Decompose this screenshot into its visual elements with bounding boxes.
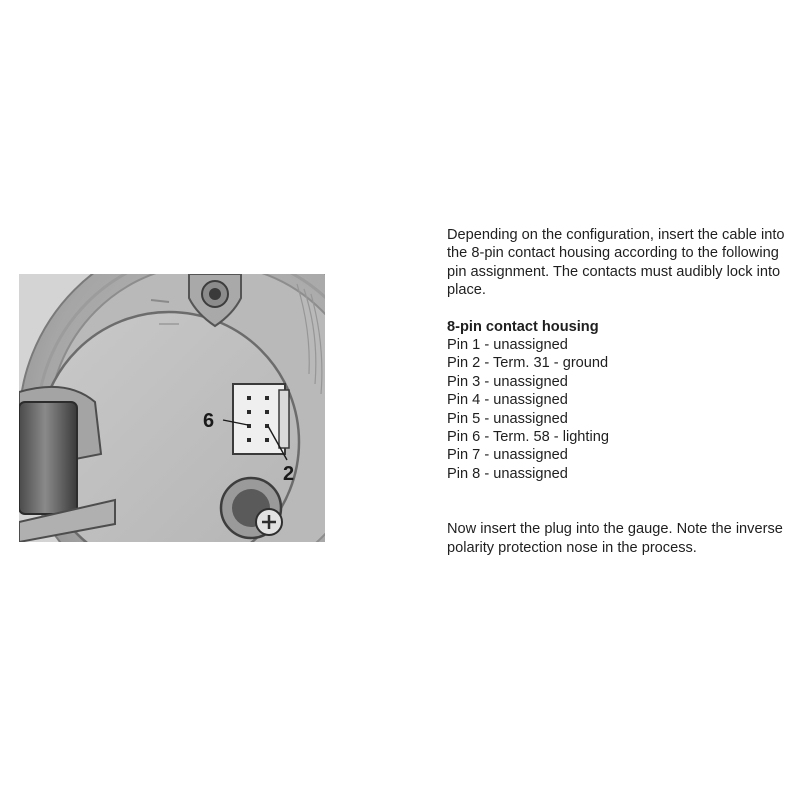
intro-paragraph: Depending on the configuration, insert the cable into the 8-pin contact housing according to the following pin assignment. The contacts must audibly lock into place.: [447, 227, 785, 299]
instructions-text: [447, 226, 792, 557]
list-item: Pin 7 - unassigned: [447, 447, 568, 464]
list-item: Pin 1 - unassigned: [447, 337, 568, 354]
cable-post: [19, 402, 77, 514]
list-item: Pin 4 - unassigned: [447, 392, 568, 409]
list-item: Pin 2 - Term. 31 - ground: [447, 355, 609, 372]
list-item: Pin 8 - unassigned: [447, 465, 568, 482]
list-item: Pin 5 - unassigned: [447, 410, 568, 427]
contact-housing-8pin: [233, 384, 289, 454]
callout-pin-2: 2: [283, 463, 295, 485]
list-item: Pin 3 - unassigned: [447, 373, 568, 390]
list-item: Pin 6 - Term. 58 - lighting: [447, 429, 609, 446]
pin-assignment-heading: 8-pin contact housing: [447, 318, 599, 335]
gauge-back-photo: [19, 274, 325, 542]
callout-pin-6: 6: [203, 410, 215, 432]
outro-paragraph: Now insert the plug into the gauge. Note the inverse polarity protection nose in the process.: [447, 521, 783, 556]
gauge-back-illustration: [19, 274, 325, 542]
pin-assignment-list: [447, 336, 792, 483]
